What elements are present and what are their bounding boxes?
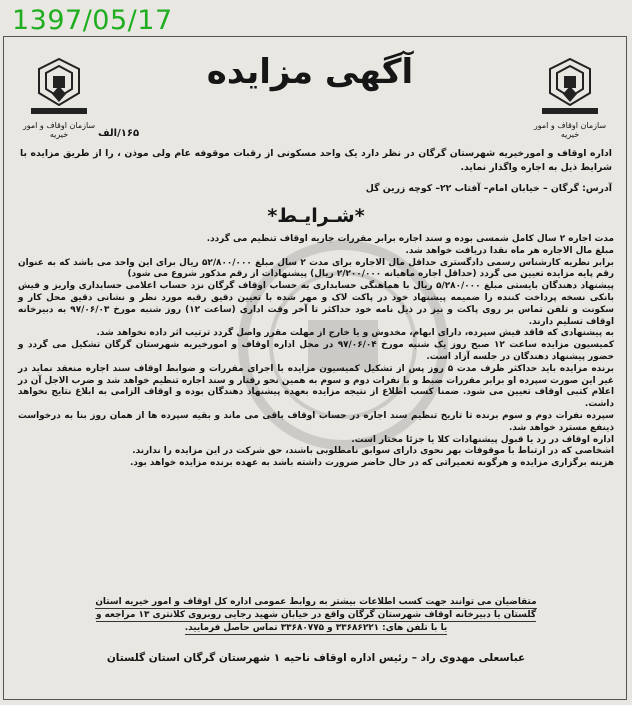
condition-paragraph: برابر نظریه کارشناس رسمی دادگستری حداقل مال الاجاره برای مدت ۲ سال مبلغ ۵۲/۸۰۰/۰۰۰ ریال برای این واحد می باشد که به عنوان رقم پایه مزایده تعیین می گردد (حداقل اجاره ماهیانه ۲/۲۰۰/۰۰۰ ریال) پیشنهادات از رقم مذکور شروع می شود) [18,257,615,280]
reference-number: ۱۶۵/الف [98,128,140,139]
conditions-heading: *شـرایـط* [267,205,365,227]
condition-paragraph: برنده مزایده باید حداکثر ظرف مدت ۵ روز پس از تشکیل کمیسیون مزایده با اجرای مقررات و ضوابط اوقاف سند اجاره منعقد نماید در غیر این صورت سپرده او برابر مقررات ضبط و با نفرات دوم و سوم به همین نحو رفتار و سند اجاره تنظیم خواهد شد و ضرب الاجل آن در اعلام کتبی اوقاف تعیین می شود. ضمنا کسب اطلاع از نتیجه مزایده بعهده پیشنهاد دهندگان بوده و اوقاف الزامی به ابلاغ نتایج نخواهد داشت. [18,363,614,410]
condition-paragraph: هزینه برگزاری مزایده و هرگونه تعمیراتی که در حال حاضر ضرورت داشته باشد به عهده برنده مزایده خواهد بود. [130,458,614,469]
endowment-logo-right [533,56,607,138]
endowment-emblem-icon [22,56,96,120]
date-stamp: 1397/05/17 [12,5,173,36]
contact-line: یا با تلفن های: ۳۳۶۸۶۲۲۱ و ۳۳۶۸۰۷۷۵ تماس حاصل فرمایید. [184,623,448,633]
condition-paragraph: اشخاصی که در ارتباط با موقوفات بهر نحوی دارای سوابق نامطلوبی باشند، حق شرکت در این مزایده را ندارند. [132,446,614,457]
endowment-emblem-icon [533,56,607,120]
contact-line: متقاضیان می توانند جهت کسب اطلاعات بیشتر به روابط عمومی اداره کل اوقاف و امور خیریه استان [95,597,537,607]
condition-paragraph: به پیشنهادی که فاقد فیش سپرده، دارای ابهام، مخدوش و یا خارج از مهلت مقرر واصل گردد ترتیب اثر داده نخواهد شد. [96,328,614,339]
logo-caption: سازمان اوقاف و امور خیریه [22,121,96,139]
announcement-title: آگهی مزایده [206,52,414,92]
condition-paragraph: مدت اجاره ۲ سال کامل شمسی بوده و سند اجاره برابر مقررات جاریه اوقاف تنظیم می گردد. [206,234,614,244]
contact-info [18,596,614,635]
condition-paragraph: مبلغ مال الاجاره هر ماه نقدا دریافت خواهد شد. [405,245,614,256]
endowment-logo-left [22,56,96,138]
condition-paragraph: اداره اوقاف در رد یا قبول پیشنهادات کلا یا جزئا مختار است. [351,434,614,445]
intro-paragraph: اداره اوقاف و امورخیریه شهرستان گرگان در نظر دارد یک واحد مسکونی از رقبات موقوفه عام ولی موذن ، را از طریق مزایده با شرایط ذیل به اجاره واگذار نماید. [20,148,612,173]
signature-line: عباسعلی مهدوی راد – رئیس اداره اوقاف ناحیه ۱ شهرستان گرگان استان گلستان [106,652,526,664]
condition-paragraph: سپرده نفرات دوم و سوم برنده تا تاریخ تنظیم سند اجاره در حساب اوقاف باقی می ماند و بقیه سپرده ها از همان روز بنا به درخواست ذینفع مسترد خواهد شد. [18,410,614,433]
property-address: آدرس: گرگان – خیابان امام– آفتاب ۲۲– کوچه زرین گل [365,183,612,194]
condition-paragraph: پیشنهاد دهندگان بایستی مبلغ ۵/۲۸۰/۰۰۰ ریال با هماهنگی حسابداری به حساب اوقاف گرگان نزد حساب اعلامی حسابداری واریز و فیش بانکی نسخه پرداخت کننده را ضمیمه پیشنهاد خود در پاکت لاک و مهر شده با تعیین دقیق رقبه مورد نظر و نشانی دقیق محل کار و سکونت و تلفن تماس بر روی پاکت و نیز در ذیل نامه خود حداکثر تا آخر وقت اداری (ساعت ۱۲) روز شنبه مورخ ۹۷/۰۶/۰۳ به دبیرخانه اوقاف تسلیم دارند. [18,281,614,327]
conditions-body [18,234,614,470]
condition-paragraph: کمیسیون مزایده ساعت ۱۲ صبح روز یک شنبه مورخ ۹۷/۰۶/۰۴ در محل اداره اوقاف و امورخیریه شهرستان گرگان تشکیل می گردد و حضور پیشنهاد دهندگان در جلسه آزاد است. [18,340,614,362]
contact-line: گلستان یا دبیرخانه اوقاف شهرستان گرگان واقع در خیابان شهید رجایی روبروی کلانتری ۱۳ مراجعه و [96,610,536,620]
logo-caption: سازمان اوقاف و امور خیریه [533,121,607,139]
